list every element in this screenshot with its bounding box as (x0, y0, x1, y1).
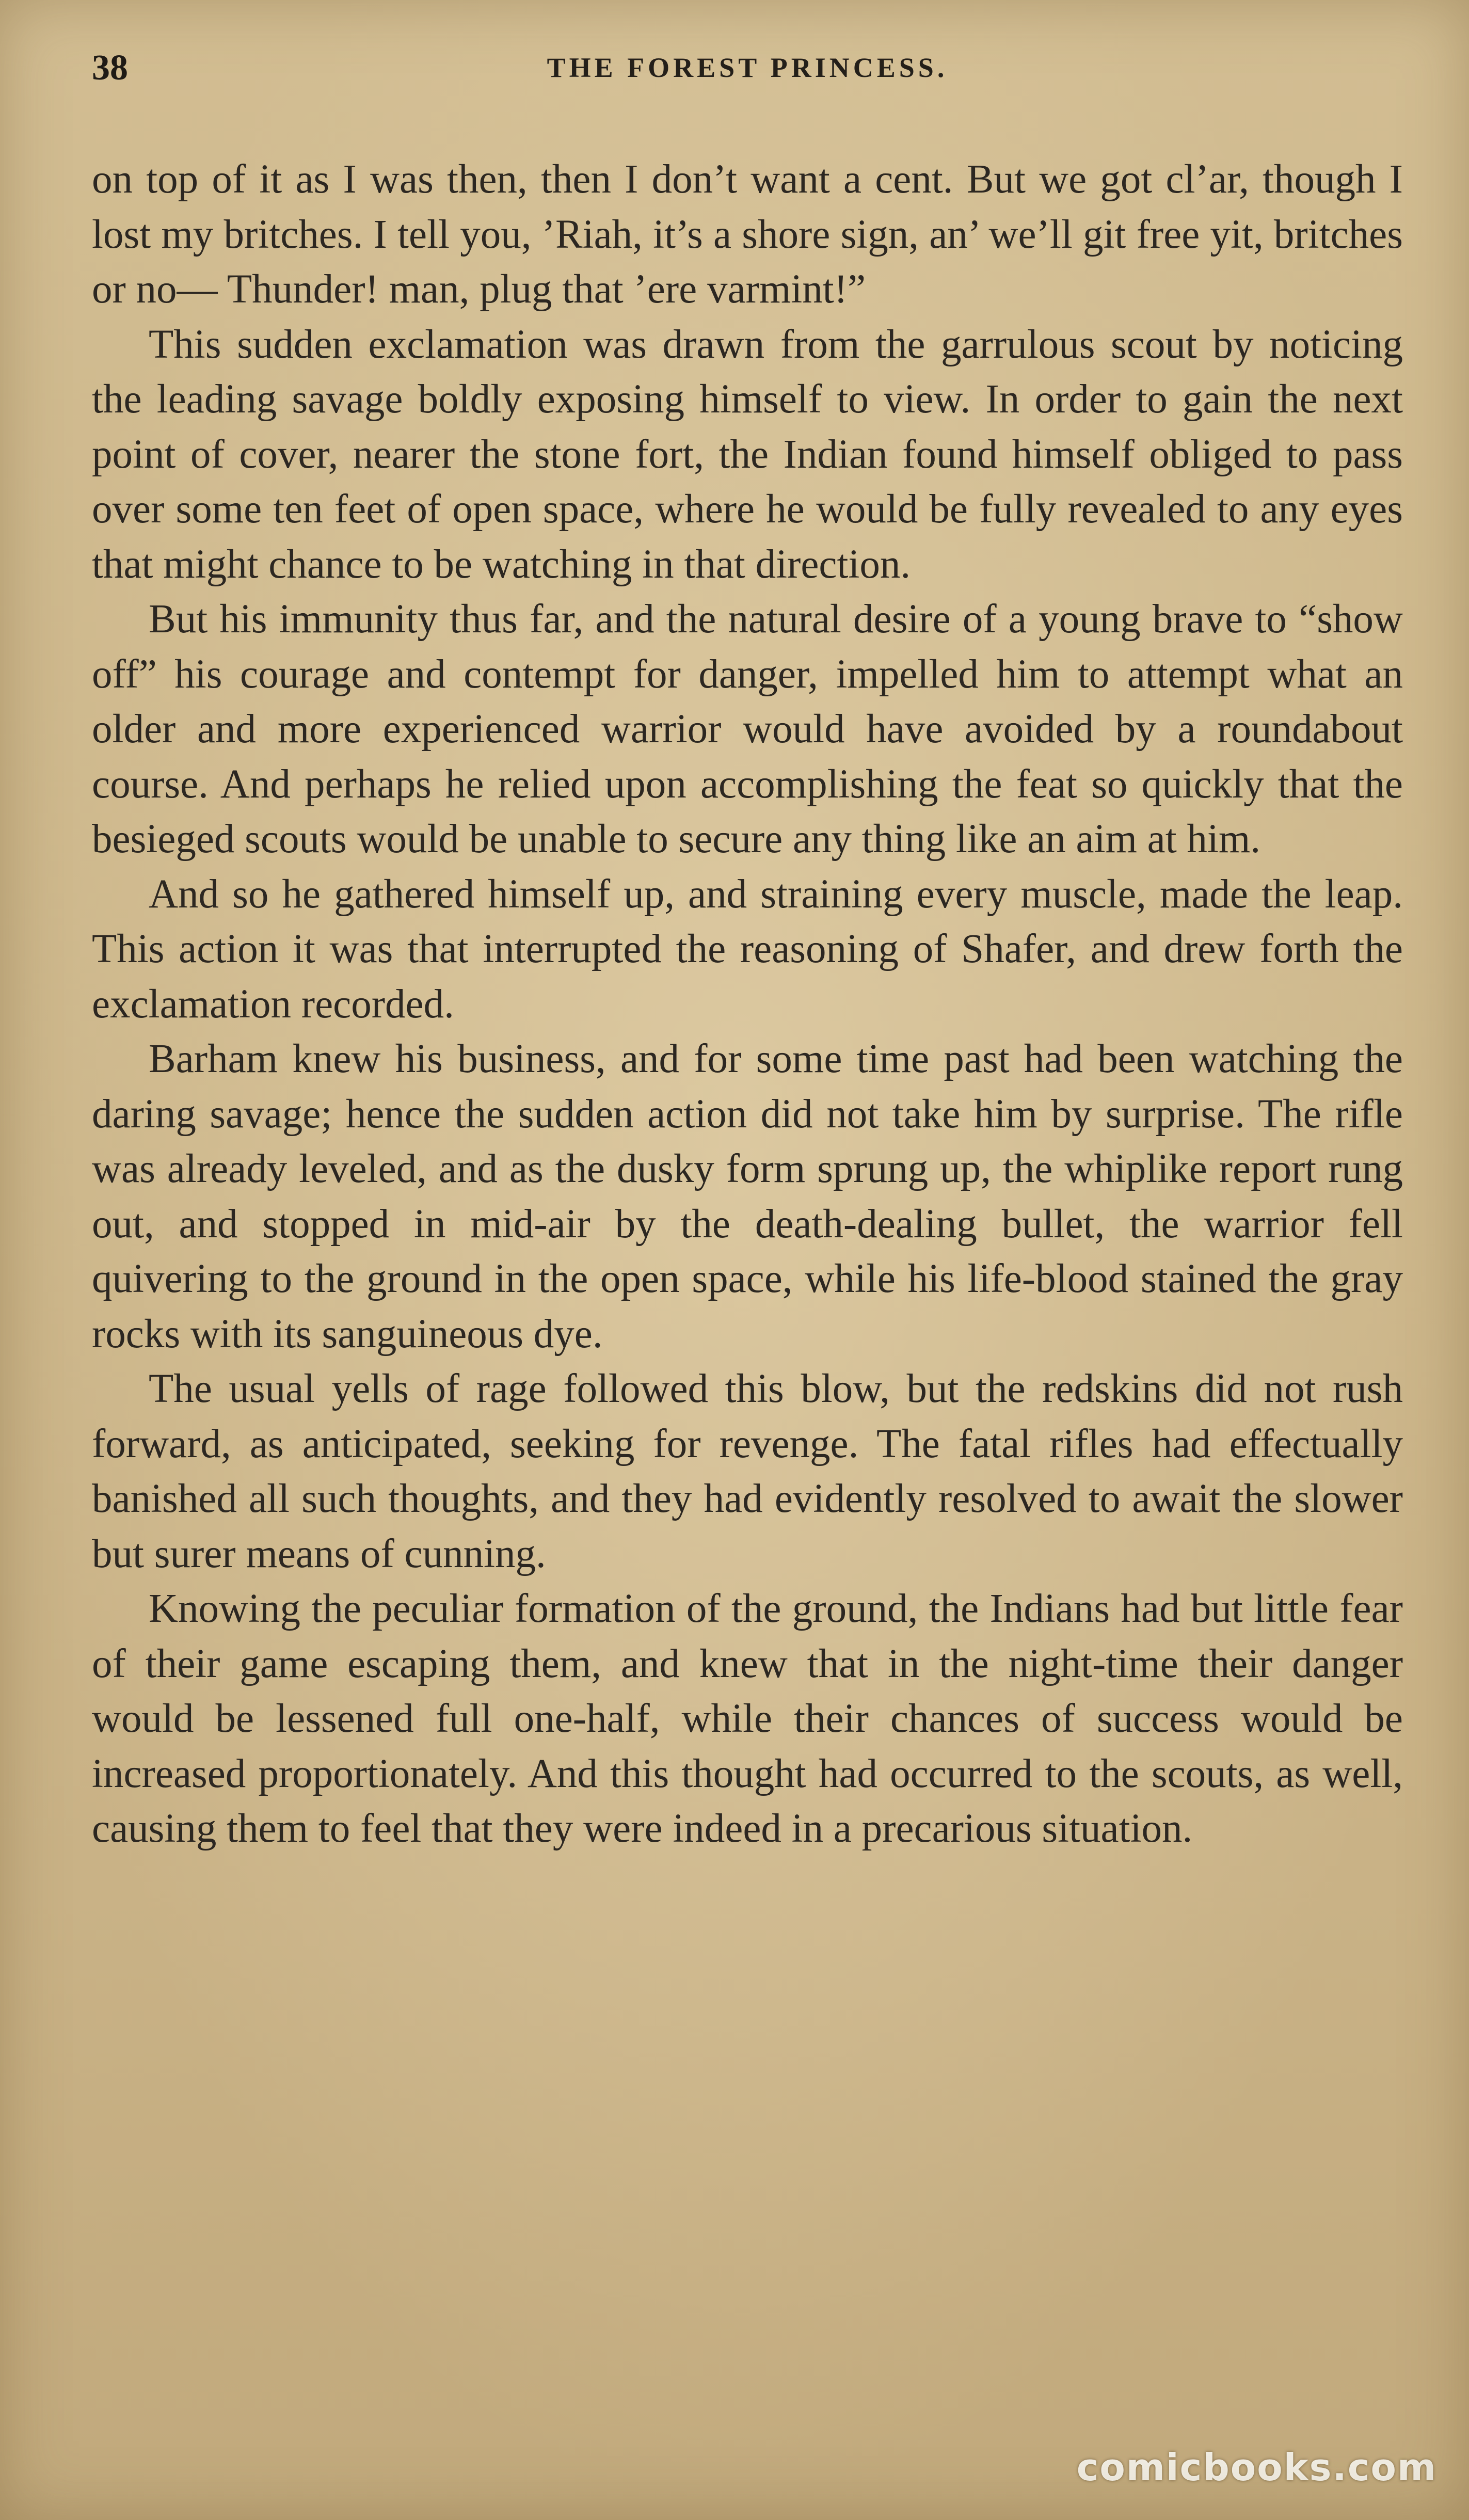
page-header (92, 47, 1403, 94)
body-text (92, 152, 1403, 1857)
paragraph-4: And so he gathered himself up, and straining every muscle, made the leap. This action it was that interrupted the reasoning of Shafer, and drew forth the exclamation recorded. (92, 871, 1403, 1027)
paragraph-3: But his immunity thus far, and the natural desire of a young brave to “show off” his courage and contempt for danger, impelled him to attempt what an older and more experienced warrior would have avoided by a roundabout course. And perhaps he relied upon accomplishing the feat so quickly that the besieged scouts would be unable to secure any thing like an aim at him. (92, 597, 1403, 862)
paragraph-1: on top of it as I was then, then I don’t want a cent. But we got cl’ar, though I lost my britches. I tell you, ’Riah, it’s a shore sign, an’ we’ll git free yit, britches or no— Thunder! man, plug that ’ere varmint!” (92, 157, 1403, 312)
page-number: 38 (92, 48, 128, 88)
paragraph-5: Barham knew his business, and for some time past had been watching the daring savage; hence the sudden action did not take him by surprise. The rifle was already leveled, and as the dusky form sprung up, the whiplike report rung out, and stopped in mid-air by the death-dealing bullet, the warrior fell quivering to the ground in the open space, while his life-blood stained the gray rocks with its sanguineous dye. (92, 1036, 1403, 1357)
site-watermark: comicbooks.com (1076, 2446, 1437, 2489)
paragraph-2: This sudden exclamation was drawn from the garrulous scout by noticing the leading savage boldly exposing himself to view. In order to gain the next point of cover, nearer the stone fort, the Indian found himself obliged to pass over some ten feet of open space, where he would be fully revealed to any eyes that might chance to be watching in that direction. (92, 322, 1403, 587)
paragraph-7: Knowing the peculiar formation of the ground, the Indians had but little fear of their game escaping them, and knew that in the night-time their danger would be lessened full one-half, while their chances of success would be increased proportionately. And this thought had occurred to the scouts, as well, causing them to feel that they were indeed in a precarious situation. (92, 1586, 1403, 1851)
paragraph-6: The usual yells of rage followed this blow, but the redskins did not rush forward, as anticipated, seeking for revenge. The fatal rifles had effectually banished all such thoughts, and they had evidently resolved to await the slower but surer means of cunning. (92, 1366, 1403, 1576)
running-title: THE FOREST PRINCESS. (547, 52, 948, 83)
